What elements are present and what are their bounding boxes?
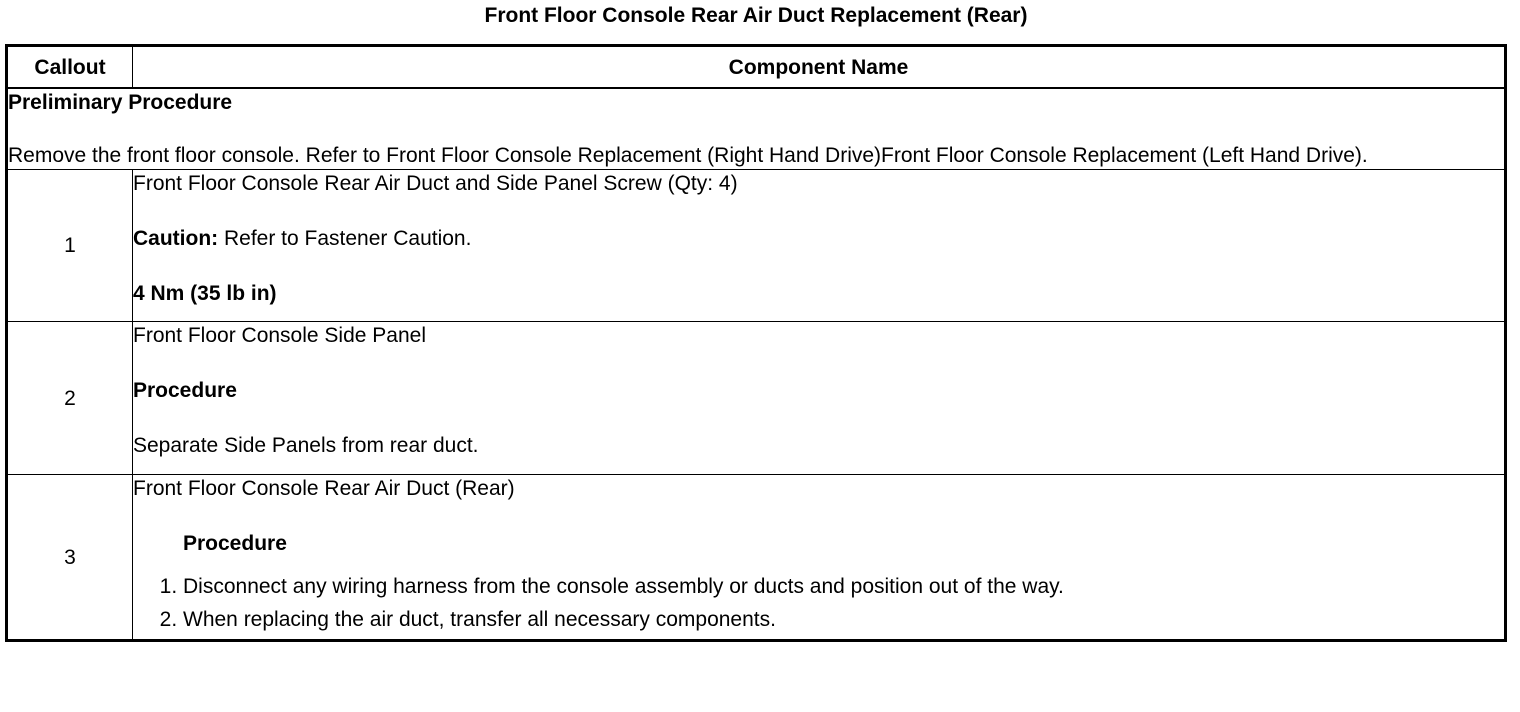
caution-text: Refer to Fastener Caution.	[218, 227, 472, 250]
component-cell	[133, 322, 1506, 475]
component-cell	[133, 475, 1506, 641]
callout-column-header: Callout	[7, 46, 133, 89]
preliminary-procedure-cell	[7, 88, 1506, 170]
table-row	[7, 170, 1506, 322]
document-title: Front Floor Console Rear Air Duct Replacement (Rear)	[484, 4, 1028, 27]
component-name: Front Floor Console Side Panel	[133, 324, 426, 347]
procedure-heading: Procedure	[183, 532, 287, 555]
caution-note	[133, 225, 1504, 252]
list-item: 1. Disconnect any wiring harness from the console assembly or ducts and position out of the way.	[183, 573, 1504, 600]
procedure-steps-list	[133, 573, 1504, 633]
callout-number: 3	[7, 475, 133, 641]
procedure-table	[5, 44, 1507, 642]
preliminary-procedure-heading: Preliminary Procedure	[8, 91, 233, 114]
procedure-heading: Procedure	[133, 379, 237, 402]
table-row	[7, 475, 1506, 641]
component-cell	[133, 170, 1506, 322]
component-name-column-header: Component Name	[133, 46, 1506, 89]
table-header-row	[7, 46, 1506, 89]
callout-number: 2	[7, 322, 133, 475]
preliminary-procedure-row	[7, 88, 1506, 170]
torque-spec: 4 Nm (35 lb in)	[133, 282, 277, 305]
callout-number: 1	[7, 170, 133, 322]
table-row	[7, 322, 1506, 475]
caution-label: Caution:	[133, 227, 219, 250]
procedure-text: Separate Side Panels from rear duct.	[133, 434, 479, 457]
component-name: Front Floor Console Rear Air Duct and Side Panel Screw (Qty: 4)	[133, 172, 738, 195]
component-name: Front Floor Console Rear Air Duct (Rear)	[133, 477, 515, 500]
list-item: 2. When replacing the air duct, transfer all necessary components.	[183, 606, 1504, 633]
preliminary-procedure-text: Remove the front floor console. Refer to Front Floor Console Replacement (Right Hand Drive)Front Floor Console Replacement (Left Hand Drive).	[8, 144, 1368, 167]
